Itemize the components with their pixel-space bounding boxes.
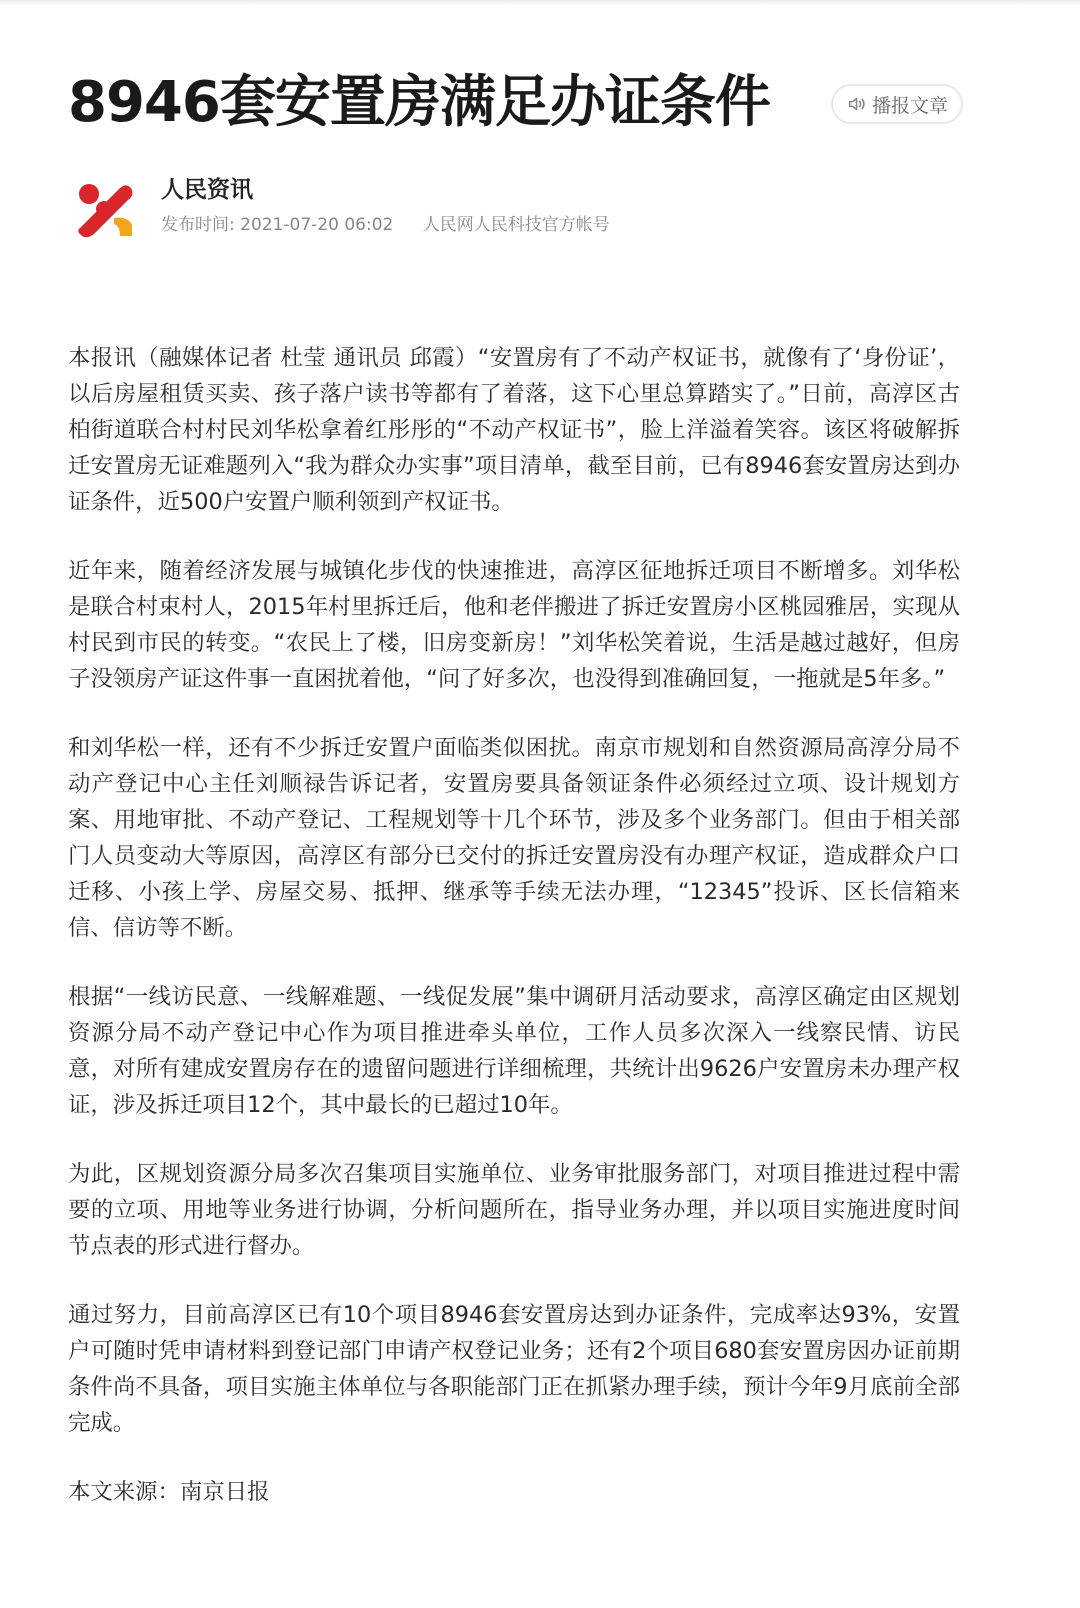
listen-article-button[interactable] — [831, 84, 963, 124]
paragraph: 近年来，随着经济发展与城镇化步伐的快速推进，高淳区征地拆迁项目不断增多。刘华松是联合村束村人，2015年村里拆迁后，他和老伴搬进了拆迁安置房小区桃园雅居，实现从村民到市民的转变。“农民上了楼，旧房变新房！”刘华松笑着说，生活是越过越好，但房子没领房产证这件事一直困扰着他，“问了好多次，也没得到准确回复，一拖就是5年多。” — [68, 558, 960, 692]
account-description: 人民网人民科技官方帐号 — [422, 215, 610, 235]
article-source: 本文来源：南京日报 — [68, 1479, 270, 1505]
author-block — [68, 170, 968, 250]
publish-meta — [161, 212, 610, 238]
people-news-logo-icon — [74, 178, 136, 240]
title-row — [68, 68, 968, 138]
listen-label: 播报文章 — [871, 94, 948, 117]
paragraph: 和刘华松一样，还有不少拆迁安置户面临类似困扰。南京市规划和自然资源局高淳分局不动产登记中心主任刘顺禄告诉记者，安置房要具备领证条件必须经过立项、设计规划方案、用地审批、不动产登记、工程规划等十几个环节，涉及多个业务部门。但由于相关部门人员变动大等原因，高淳区有部分已交付的拆迁安置房没有办理产权证，造成群众户口迁移、小孩上学、房屋交易、抵押、继承等手续无法办理，“12345”投诉、区长信箱来信、信访等不断。 — [68, 735, 960, 941]
author-name[interactable]: 人民资讯 — [161, 177, 253, 203]
speaker-icon — [846, 93, 868, 115]
top-divider — [0, 0, 1080, 6]
paragraph: 本报讯（融媒体记者 杜莹 通讯员 邱霞）“安置房有了不动产权证书，就像有了‘身份证’，以后房屋租赁买卖、孩子落户读书等都有了着落，这下心里总算踏实了。”日前，高淳区古柏街道联合村村民刘华松拿着红彤彤的“不动产权证书”，脸上洋溢着笑容。该区将破解拆迁安置房无证难题列入“我为群众办实事”项目清单，截至目前，已有8946套安置房达到办证条件，近500户安置户顺利领到产权证书。 — [68, 345, 960, 515]
avatar[interactable] — [74, 178, 136, 240]
paragraph: 根据“一线访民意、一线解难题、一线促发展”集中调研月活动要求，高淳区确定由区规划资源分局不动产登记中心作为项目推进牵头单位，工作人员多次深入一线察民情、访民意，对所有建成安置房存在的遗留问题进行详细梳理，共统计出9626户安置房未办理产权证，涉及拆迁项目12个，其中最长的已超过10年。 — [68, 984, 960, 1118]
article-title: 8946套安置房满足办证条件 — [68, 70, 770, 135]
paragraph: 通过努力，目前高淳区已有10个项目8946套安置房达到办证条件，完成率达93%，安置户可随时凭申请材料到登记部门申请产权登记业务；还有2个项目680套安置房因办证前期条件尚不具备，项目实施主体单位与各职能部门正在抓紧办理手续，预计今年9月底前全部完成。 — [68, 1302, 960, 1436]
paragraph: 为此，区规划资源分局多次召集项目实施单位、业务审批服务部门，对项目推进过程中需要的立项、用地等业务进行协调，分析问题所在，指导业务办理，并以项目实施进度时间节点表的形式进行督办。 — [68, 1161, 960, 1259]
publish-time: 2021-07-20 06:02 — [240, 215, 394, 235]
publish-time-label: 发布时间: — [161, 215, 235, 235]
article-body — [68, 340, 960, 1510]
